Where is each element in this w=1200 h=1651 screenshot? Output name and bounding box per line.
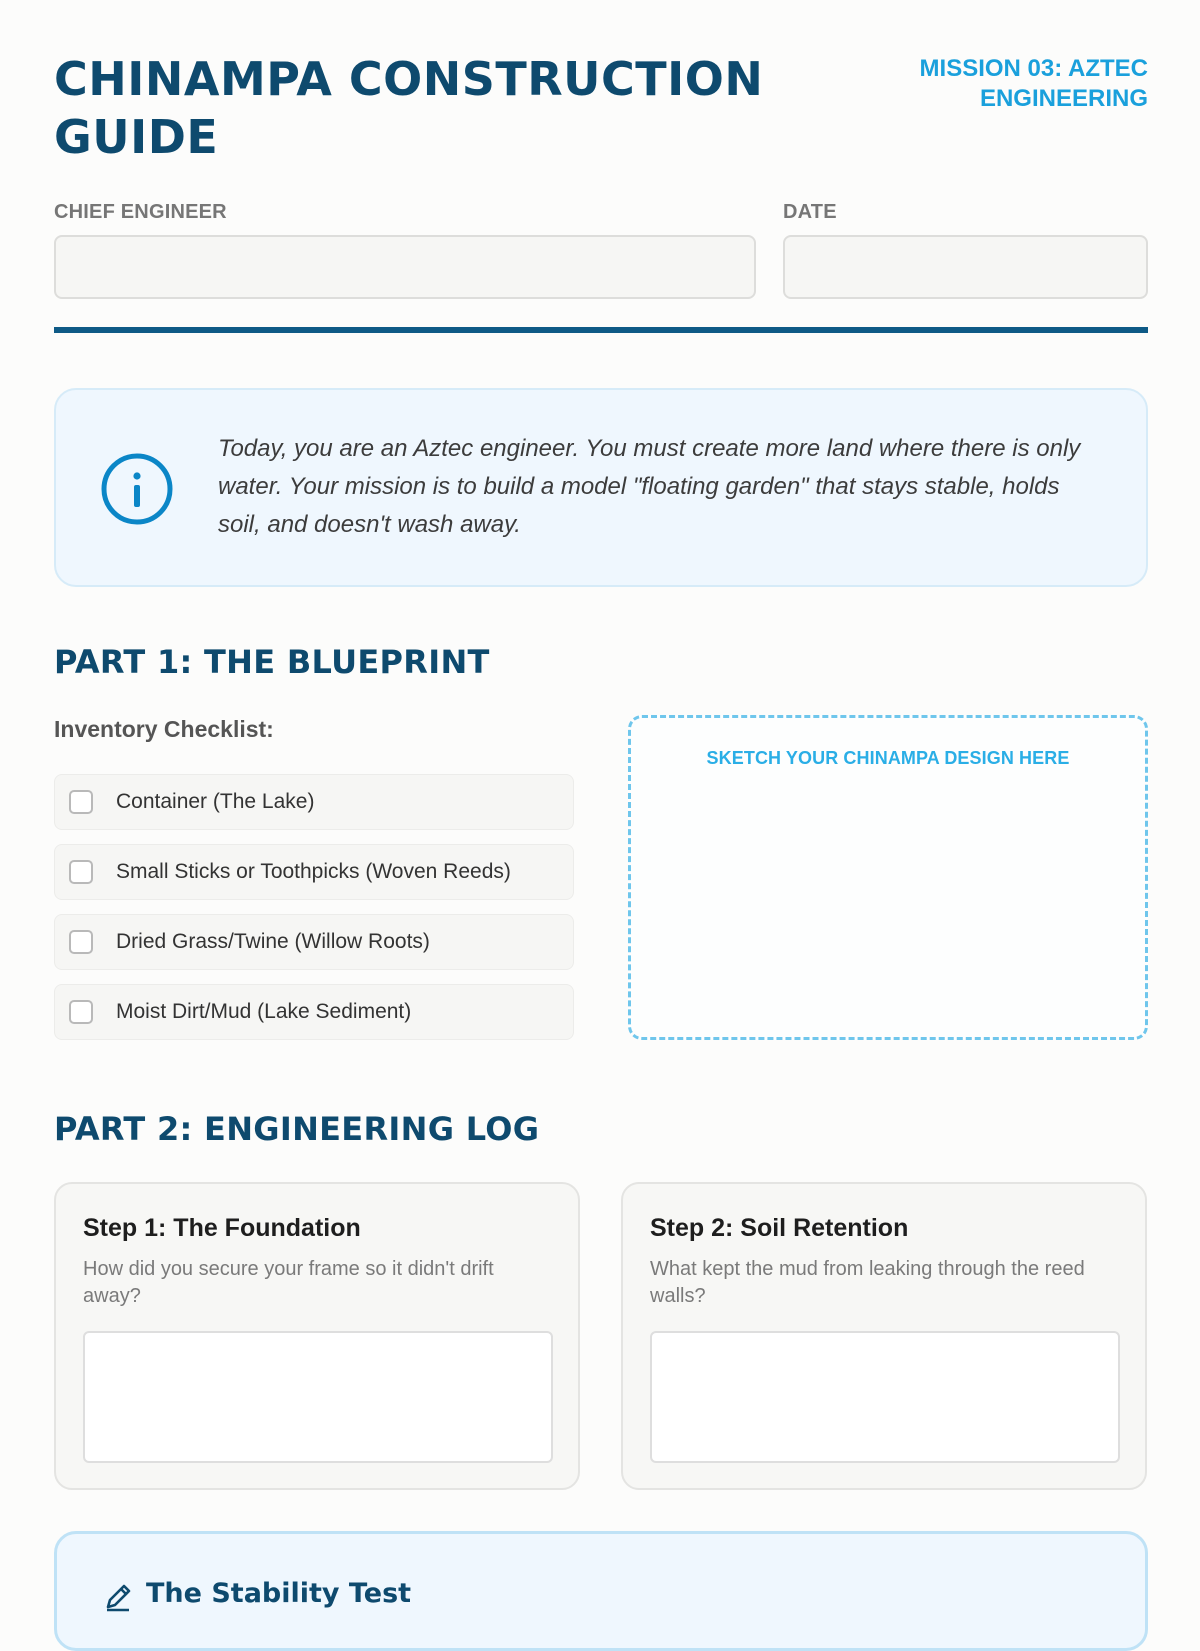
date-label: DATE bbox=[783, 201, 837, 223]
chief-engineer-field[interactable] bbox=[54, 235, 756, 299]
checklist-item-label: Small Sticks or Toothpicks (Woven Reeds) bbox=[116, 860, 511, 883]
checklist-item-label: Moist Dirt/Mud (Lake Sediment) bbox=[116, 1000, 412, 1023]
checklist-item[interactable] bbox=[54, 844, 574, 900]
step-answer-field[interactable] bbox=[83, 1331, 553, 1463]
header-divider bbox=[54, 327, 1148, 333]
sketch-area[interactable] bbox=[628, 715, 1148, 1040]
step-question: How did you secure your frame so it didn't drift away? bbox=[83, 1258, 494, 1307]
step-title: Step 2: Soil Retention bbox=[650, 1214, 909, 1242]
intro-text: Today, you are an Aztec engineer. You must create more land where there is only water. Your mission is to build a model "floating garden" that stays stable, holds soil, and doesn't wash away. bbox=[218, 435, 1081, 538]
date-field[interactable] bbox=[783, 235, 1148, 299]
step-title: Step 1: The Foundation bbox=[83, 1214, 361, 1242]
intro-box bbox=[54, 388, 1148, 587]
checklist-item[interactable] bbox=[54, 774, 574, 830]
checklist-item-label: Container (The Lake) bbox=[116, 790, 315, 813]
checklist-item[interactable] bbox=[54, 984, 574, 1040]
chief-engineer-label: CHIEF ENGINEER bbox=[54, 201, 227, 223]
mission-label: MISSION 03: AZTEC ENGINEERING bbox=[919, 55, 1148, 112]
sketch-label: SKETCH YOUR CHINAMPA DESIGN HERE bbox=[706, 748, 1070, 768]
info-icon bbox=[100, 452, 174, 526]
step-answer-field[interactable] bbox=[650, 1331, 1120, 1463]
step-card bbox=[621, 1182, 1147, 1490]
checkbox[interactable] bbox=[69, 930, 93, 954]
stability-test-title: The Stability Test bbox=[146, 1578, 412, 1609]
worksheet-page bbox=[54, 0, 1148, 1609]
step-question: What kept the mud from leaking through the reed walls? bbox=[650, 1258, 1085, 1307]
inventory-label: Inventory Checklist: bbox=[54, 716, 274, 742]
checkbox[interactable] bbox=[69, 790, 93, 814]
checklist-item-label: Dried Grass/Twine (Willow Roots) bbox=[116, 930, 430, 953]
part1-heading: PART 1: THE BLUEPRINT bbox=[54, 643, 490, 681]
page-title: CHINAMPA CONSTRUCTION GUIDE bbox=[54, 52, 764, 164]
part2-heading: PART 2: ENGINEERING LOG bbox=[54, 1110, 540, 1148]
checkbox[interactable] bbox=[69, 1000, 93, 1024]
checkbox[interactable] bbox=[69, 860, 93, 884]
pencil-icon bbox=[102, 1581, 134, 1613]
step-card bbox=[54, 1182, 580, 1490]
stability-test-box bbox=[54, 1531, 1148, 1651]
checklist-item[interactable] bbox=[54, 914, 574, 970]
